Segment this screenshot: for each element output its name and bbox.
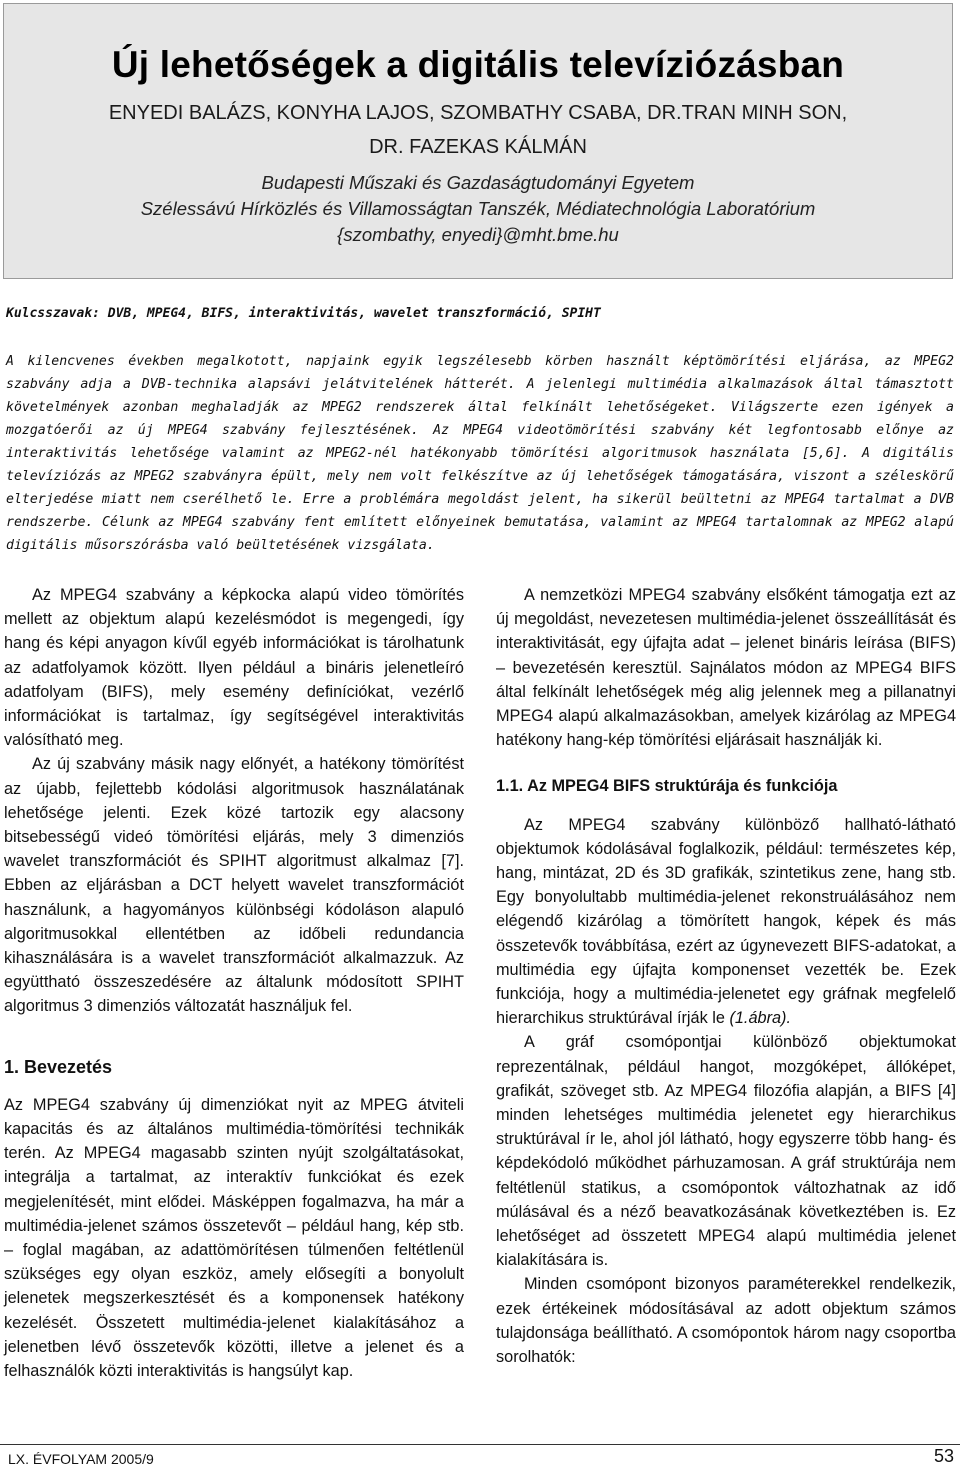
footer-rule: [0, 1444, 960, 1445]
authors-line-1: ENYEDI BALÁZS, KONYHA LAJOS, SZOMBATHY CSABA, DR.TRAN MINH SON,: [108, 102, 848, 124]
keywords: Kulcsszavak: DVB, MPEG4, BIFS, interaktivitás, wavelet transzformáció, SPIHT: [6, 306, 601, 321]
figure-reference: (1.ábra).: [729, 1009, 791, 1028]
journal-issue: LX. ÉVFOLYAM 2005/9: [8, 1451, 154, 1467]
paper-title: Új lehetőségek a digitális televíziózásban: [111, 44, 845, 85]
left-column: [4, 583, 464, 1383]
body-paragraph: A nemzetközi MPEG4 szabvány elsőként támogatja ezt az új megoldást, nevezetesen multimédia-jelenet összeállítását és interaktivitását, egy újfajta adat – jelenet bináris leírása (BIFS) – bevezetésén keresztül. Sajnálatos módon az MPEG4 BIFS által felkínált lehetőségek még alig jelennek meg a pillanatnyi MPEG4 alapú alkalmazásokban, amelyek kizárólag az MPEG4 hatékony hang-kép tömörítési eljárásait használják ki.: [496, 586, 956, 750]
body-paragraph: A gráf csomópontjai különböző objektumokat reprezentálnak, például hangot, mozgóképet, állóképet, grafikát, szöveget stb. Az MPEG4 filozófia alapján, a BIFS [4] minden lehetséges multimédia jelenetet egy hierarchikus struktúrával ír le, ahol jól látható, hogy egyszerre több hang- és képdekódoló működhet párhuzamosan. A gráf struktúrája nem feltétlenül statikus, a csomópontok változhatnak az idő múlásával és a néző beavatkozásának következtében is. Ez lehetőséget ad összetett MPEG4 alapú multimédia jelenet kialakítására is.: [496, 1033, 956, 1270]
affiliation-email: {szombathy, enyedi}@mht.bme.hu: [337, 224, 619, 245]
body-paragraph: [496, 813, 956, 1031]
affiliation-university: Budapesti Műszaki és Gazdaságtudományi Egyetem: [261, 172, 695, 193]
body-paragraph: Minden csomópont bizonyos paraméterekkel rendelkezik, ezek értékeinek módosításával az adott objektum számos tulajdonsága beállítható. A csomópontok három nagy csoportba sorolhatók:: [496, 1275, 956, 1367]
subsection-heading-bifs: 1.1. Az MPEG4 BIFS struktúrája és funkciója: [496, 777, 838, 796]
body-paragraph: Az MPEG4 szabvány a képkocka alapú video tömörítés mellett az objektum alapú kezelésmódot is megengedi, így hang és képi anyagon kívűl egyéb információkat is tárolhatunk az adatfolyamok között. Ilyen például a bináris jelenetleíró adatfolyam (BIFS), mely esemény definíciókat, vezérlő információkat is tartalmaz, így segítségével interaktivitás valósítható meg.: [4, 586, 464, 750]
abstract: A kilencvenes években megalkotott, napjaink egyik legszélesebb körben használt képtömörítési eljárása, az MPEG2 szabvány adja a DVB-technika alapsávi jelátvitelének hátterét. A jelenlegi multimédia alkalmazások által támasztott követelmények azonban meghaladják az MPEG2 rendszerek által felkínált lehetőségeket. Világszerte ezen igények a mozgatóerői az új MPEG4 szabvány fejlesztésének. Az MPEG4 videotömörítési szabvány két legfontosabb előnye az interaktivitás lehetősége valamint az MPEG2-nél hatékonyabb tömörítési algoritmusok használata [5,6]. A digitális televíziózás az MPEG2 szabványra épült, mely nem volt felkészítve az új lehetőségek támogatására, viszont a széleskörű elterjedése miatt nem cserélhető le. Erre a problémára megoldást jelent, ha sikerül beültetni az MPEG4 tartalmat a DVB rendszerbe. Célunk az MPEG4 szabvány fent említett előnyeinek bemutatása, valamint az MPEG4 tartalomnak az MPEG2 alapú digitális műsorszórásba való beültetésének vizsgálata.: [6, 354, 954, 553]
body-text: Az MPEG4 szabvány különböző hallható-látható objektumok kódolásával foglalkozik, például: természetes kép, hang, mintázat, 2D és 3D grafikák, szintetikus zene, hang stb. Egy bonyolultabb multimédia-jelenet rekonstruálásához nem elégendő kizárólag a tömörített hangok, képek és más összetevők továbbítása, ezért az úgynevezett BIFS-adatokat, a multimédia egy újfajta komponenset vezették be. Ezek funkciója, hogy a multimédia-jelenetet egy gráfnak megfelelő hierarchikus struktúrával írják le: [496, 815, 956, 1028]
body-paragraph: Az MPEG4 szabvány új dimenziókat nyit az MPEG átviteli kapacitás és az általános multimédia-tömörítési technikák terén. Az MPEG4 magasabb szinten nyújt szolgáltatásokat, integrálja a tartalmat, az interaktív funkciókat és ezek megjelenítését, mint elődei. Másképpen fogalmazva, ha már a multimédia-jelenet számos összetevőt – például hang, kép stb. – foglal magában, az adattömörítésen túlmenően feltétlenül szükséges egy olyan eszköz, amely elősegíti a bonyolult jelenetek megszerkesztését és a komponensek hatékony kezelését. Összetett multimédia-jelenet kialakításához a jelenetben lévő összetevők közötti, illetve a jelenet és a felhasználók közti interaktivitás is hangsúlyt kap.: [4, 1095, 464, 1381]
title-box: [3, 3, 953, 279]
affiliation: [4, 170, 952, 248]
authors-line-2: DR. FAZEKAS KÁLMÁN: [369, 136, 587, 158]
section-heading-introduction: 1. Bevezetés: [4, 1056, 113, 1077]
author-list: [4, 96, 952, 164]
body-paragraph: Az új szabvány másik nagy előnyét, a hatékony tömörítést az újabb, fejlettebb kódolási algoritmusok használatának lehetősége jelenti. Ezek közé tartozik egy alacsony bitsebességű videó tömörítési eljárás, mely 3 dimenziós wavelet transzformációt és SPIHT algoritmust alkalmaz [7]. Ebben az eljárásban a DCT helyett wavelet transzformációt használunk, a hagyományos különbségi kódoláson alapuló algoritmusokkal ellentétben az időbeli redundancia kihasználására is a wavelet transzformációt alkalmazzuk. Az együttható összeszedésére az általunk módosított SPIHT algoritmus 3 dimenziós változatát használjuk fel.: [4, 755, 464, 1016]
affiliation-department: Szélessávú Hírközlés és Villamosságtan Tanszék, Médiatechnológia Laboratórium: [140, 198, 816, 219]
right-column: [496, 583, 956, 1369]
page-number: 53: [933, 1446, 954, 1466]
